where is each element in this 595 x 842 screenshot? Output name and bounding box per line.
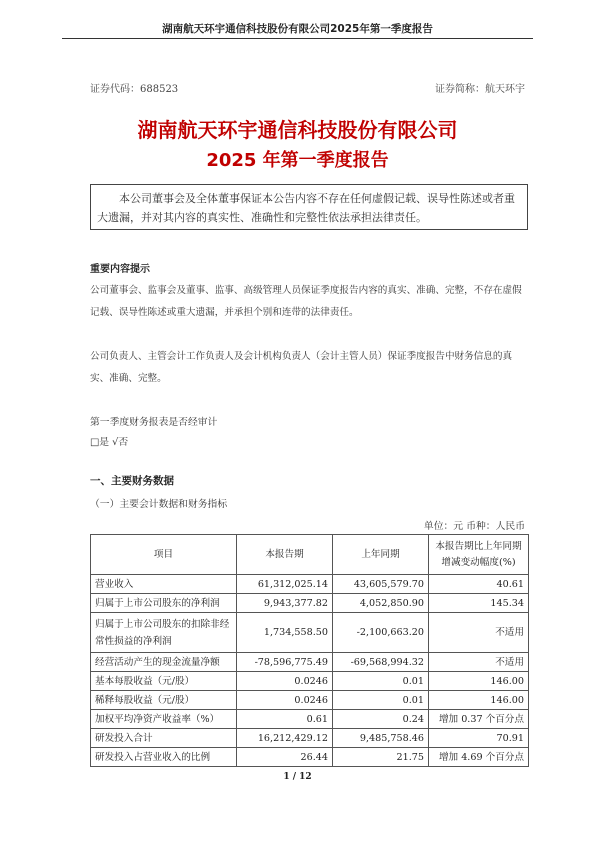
table-row <box>91 672 529 691</box>
page-number: 1 / 12 <box>283 772 312 782</box>
row-item: 稀释每股收益（元/股） <box>91 691 237 710</box>
security-short-name: 证券简称：航天环宇 <box>435 84 525 95</box>
row-change: 146.00 <box>429 672 529 691</box>
row-change: 增加 0.37 个百分点 <box>429 710 529 729</box>
board-notice-box: 本公司董事会及全体董事保证本公告内容不存在任何虚假记载、误导性陈述或者重大遗漏，并对其内容的真实性、准确性和完整性依法承担法律责任。 <box>90 184 528 230</box>
table-row <box>91 613 529 653</box>
row-change: 70.91 <box>429 729 529 748</box>
row-prior: 4,052,850.90 <box>333 594 429 613</box>
row-change: 增加 4.69 个百分点 <box>429 748 529 767</box>
row-prior: -69,568,994.32 <box>333 653 429 672</box>
row-current: -78,596,775.49 <box>237 653 333 672</box>
paragraph-directors-guarantee: 公司董事会、监事会及董事、监事、高级管理人员保证季度报告内容的真实、准确、完整，不存在虚假记载、误导性陈述或重大遗漏，并承担个别和连带的法律责任。 <box>90 285 522 318</box>
row-current: 26.44 <box>237 748 333 767</box>
row-current: 1,734,558.50 <box>237 613 333 653</box>
row-prior: 0.01 <box>333 672 429 691</box>
table-row <box>91 653 529 672</box>
column-header-prior: 上年同期 <box>333 535 429 575</box>
section-heading-financial-data: 一、主要财务数据 <box>90 475 174 487</box>
company-title: 湖南航天环宇通信科技股份有限公司 <box>137 118 458 142</box>
row-change: 不适用 <box>429 613 529 653</box>
row-current: 61,312,025.14 <box>237 575 333 594</box>
column-header-change: 本报告期比上年同期增减变动幅度(%) <box>429 535 529 575</box>
financial-indicators-table <box>90 534 529 767</box>
table-header-row <box>91 535 529 575</box>
row-prior: -2,100,663.20 <box>333 613 429 653</box>
row-prior: 0.01 <box>333 691 429 710</box>
row-change: 145.34 <box>429 594 529 613</box>
running-header: 湖南航天环宇通信科技股份有限公司2025年第一季度报告 <box>62 20 533 39</box>
row-prior: 43,605,579.70 <box>333 575 429 594</box>
row-current: 0.0246 <box>237 691 333 710</box>
row-item: 研发投入占营业收入的比例 <box>91 748 237 767</box>
row-current: 0.61 <box>237 710 333 729</box>
report-title: 2025 年第一季度报告 <box>206 150 389 171</box>
column-header-item: 项目 <box>91 535 237 575</box>
table-row <box>91 710 529 729</box>
security-code: 证券代码：688523 <box>90 84 179 95</box>
table-row <box>91 575 529 594</box>
row-item: 加权平均净资产收益率（%） <box>91 710 237 729</box>
row-change: 40.61 <box>429 575 529 594</box>
row-item: 经营活动产生的现金流量净额 <box>91 653 237 672</box>
row-change: 不适用 <box>429 653 529 672</box>
table-row <box>91 729 529 748</box>
table-row <box>91 594 529 613</box>
important-heading: 重要内容提示 <box>90 264 150 275</box>
row-item: 基本每股收益（元/股） <box>91 672 237 691</box>
table-row <box>91 691 529 710</box>
row-current: 16,212,429.12 <box>237 729 333 748</box>
row-current: 0.0246 <box>237 672 333 691</box>
row-item: 营业收入 <box>91 575 237 594</box>
audit-question: 第一季度财务报表是否经审计 <box>90 417 218 428</box>
paragraph-finance-guarantee: 公司负责人、主管会计工作负责人及会计机构负责人（会计主管人员）保证季度报告中财务信息的真实、准确、完整。 <box>90 351 513 384</box>
row-current: 9,943,377.82 <box>237 594 333 613</box>
column-header-current: 本报告期 <box>237 535 333 575</box>
audit-answer: □是 √否 <box>90 437 129 448</box>
row-item: 归属于上市公司股东的扣除非经常性损益的净利润 <box>91 613 237 653</box>
row-prior: 0.24 <box>333 710 429 729</box>
row-prior: 21.75 <box>333 748 429 767</box>
row-item: 研发投入合计 <box>91 729 237 748</box>
table-row <box>91 748 529 767</box>
row-change: 146.00 <box>429 691 529 710</box>
row-prior: 9,485,758.46 <box>333 729 429 748</box>
row-item: 归属于上市公司股东的净利润 <box>91 594 237 613</box>
subsection-heading: （一）主要会计数据和财务指标 <box>90 499 228 510</box>
unit-currency-line: 单位：元 币种：人民币 <box>423 521 525 532</box>
